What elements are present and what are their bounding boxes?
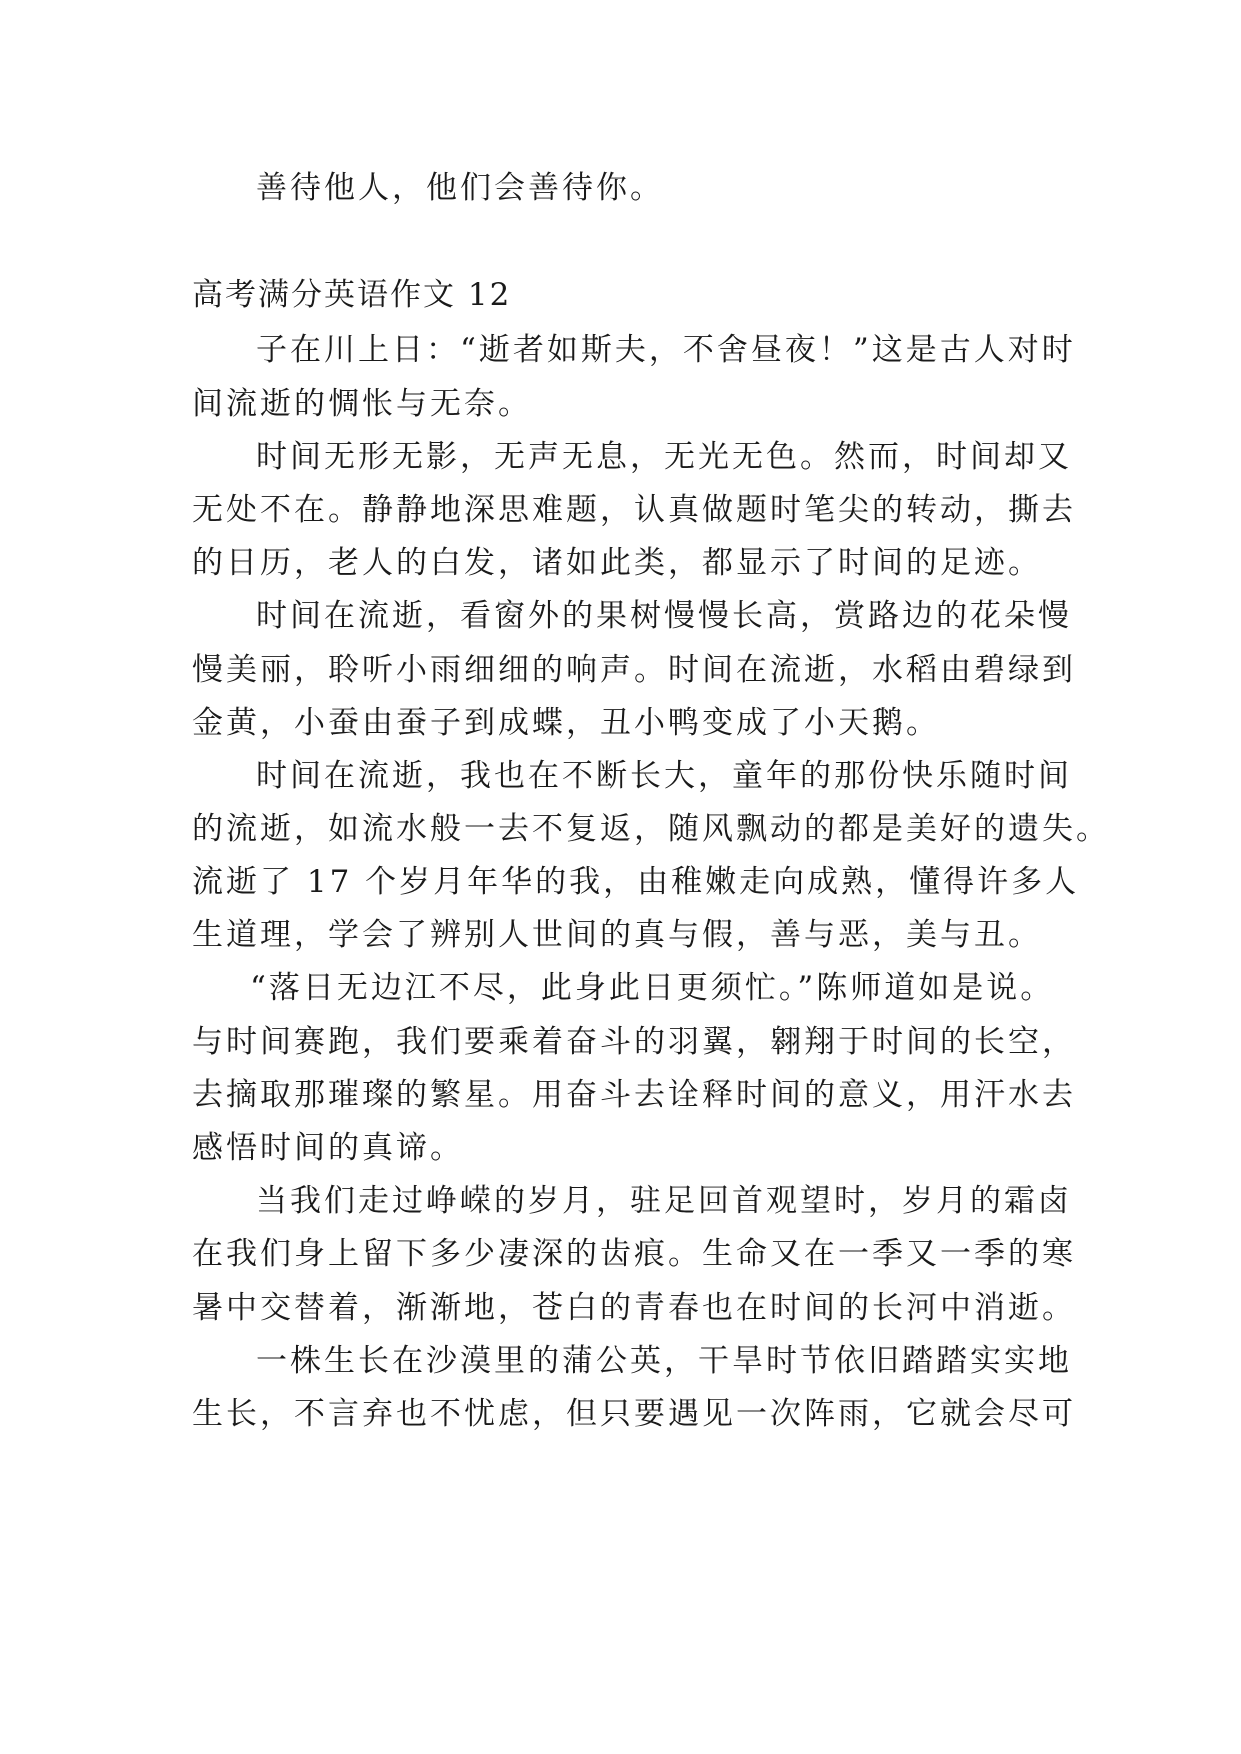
paragraph-line: 间流逝的惆怅与无奈。 — [192, 386, 532, 422]
paragraph-line: “落日无边江不尽，此身此日更须忙。”陈师道如是说。 — [250, 970, 1055, 1006]
paragraph-line: 的流逝，如流水般一去不复返，随风飘动的都是美好的遗失。 — [192, 811, 1110, 847]
paragraph-line: 时间无形无影，无声无息，无光无色。然而，时间却又 — [256, 439, 1072, 475]
paragraph-line: 流逝了 17 个岁月年华的我，由稚嫩走向成熟，懂得许多人 — [192, 864, 1080, 900]
paragraph-line: 一株生长在沙漠里的蒲公英，干旱时节依旧踏踏实实地 — [256, 1343, 1072, 1379]
paragraph-line: 的日历，老人的白发，诸如此类，都显示了时间的足迹。 — [192, 545, 1042, 581]
paragraph-line: 生长，不言弃也不忧虑，但只要遇见一次阵雨，它就会尽可 — [192, 1396, 1076, 1432]
paragraph-line: 暑中交替着，渐渐地，苍白的青春也在时间的长河中消逝。 — [192, 1290, 1076, 1326]
paragraph-line: 当我们走过峥嵘的岁月，驻足回首观望时，岁月的霜卤 — [256, 1183, 1072, 1219]
paragraph-line: 子在川上日：“逝者如斯夫，不舍昼夜！”这是古人对时 — [256, 332, 1076, 368]
paragraph-line: 感悟时间的真谛。 — [192, 1130, 464, 1166]
intro-line: 善待他人，他们会善待你。 — [256, 170, 664, 206]
paragraph-line: 金黄，小蚕由蚕子到成蝶，丑小鸭变成了小天鹅。 — [192, 705, 940, 741]
paragraph-line: 慢美丽，聆听小雨细细的响声。时间在流逝，水稻由碧绿到 — [192, 652, 1076, 688]
paragraph-line: 去摘取那璀璨的繁星。用奋斗去诠释时间的意义，用汗水去 — [192, 1077, 1076, 1113]
paragraph-line: 与时间赛跑，我们要乘着奋斗的羽翼，翱翔于时间的长空， — [192, 1024, 1076, 1060]
paragraph-line: 在我们身上留下多少凄深的齿痕。生命又在一季又一季的寒 — [192, 1236, 1076, 1272]
essay-heading: 高考满分英语作文 12 — [192, 277, 512, 313]
paragraph-line: 时间在流逝，看窗外的果树慢慢长高，赏路边的花朵慢 — [256, 598, 1072, 634]
paragraph-line: 时间在流逝，我也在不断长大，童年的那份快乐随时间 — [256, 758, 1072, 794]
paragraph-line: 无处不在。静静地深思难题，认真做题时笔尖的转动，撕去 — [192, 492, 1076, 528]
paragraph-line: 生道理，学会了辨别人世间的真与假，善与恶，美与丑。 — [192, 917, 1042, 953]
